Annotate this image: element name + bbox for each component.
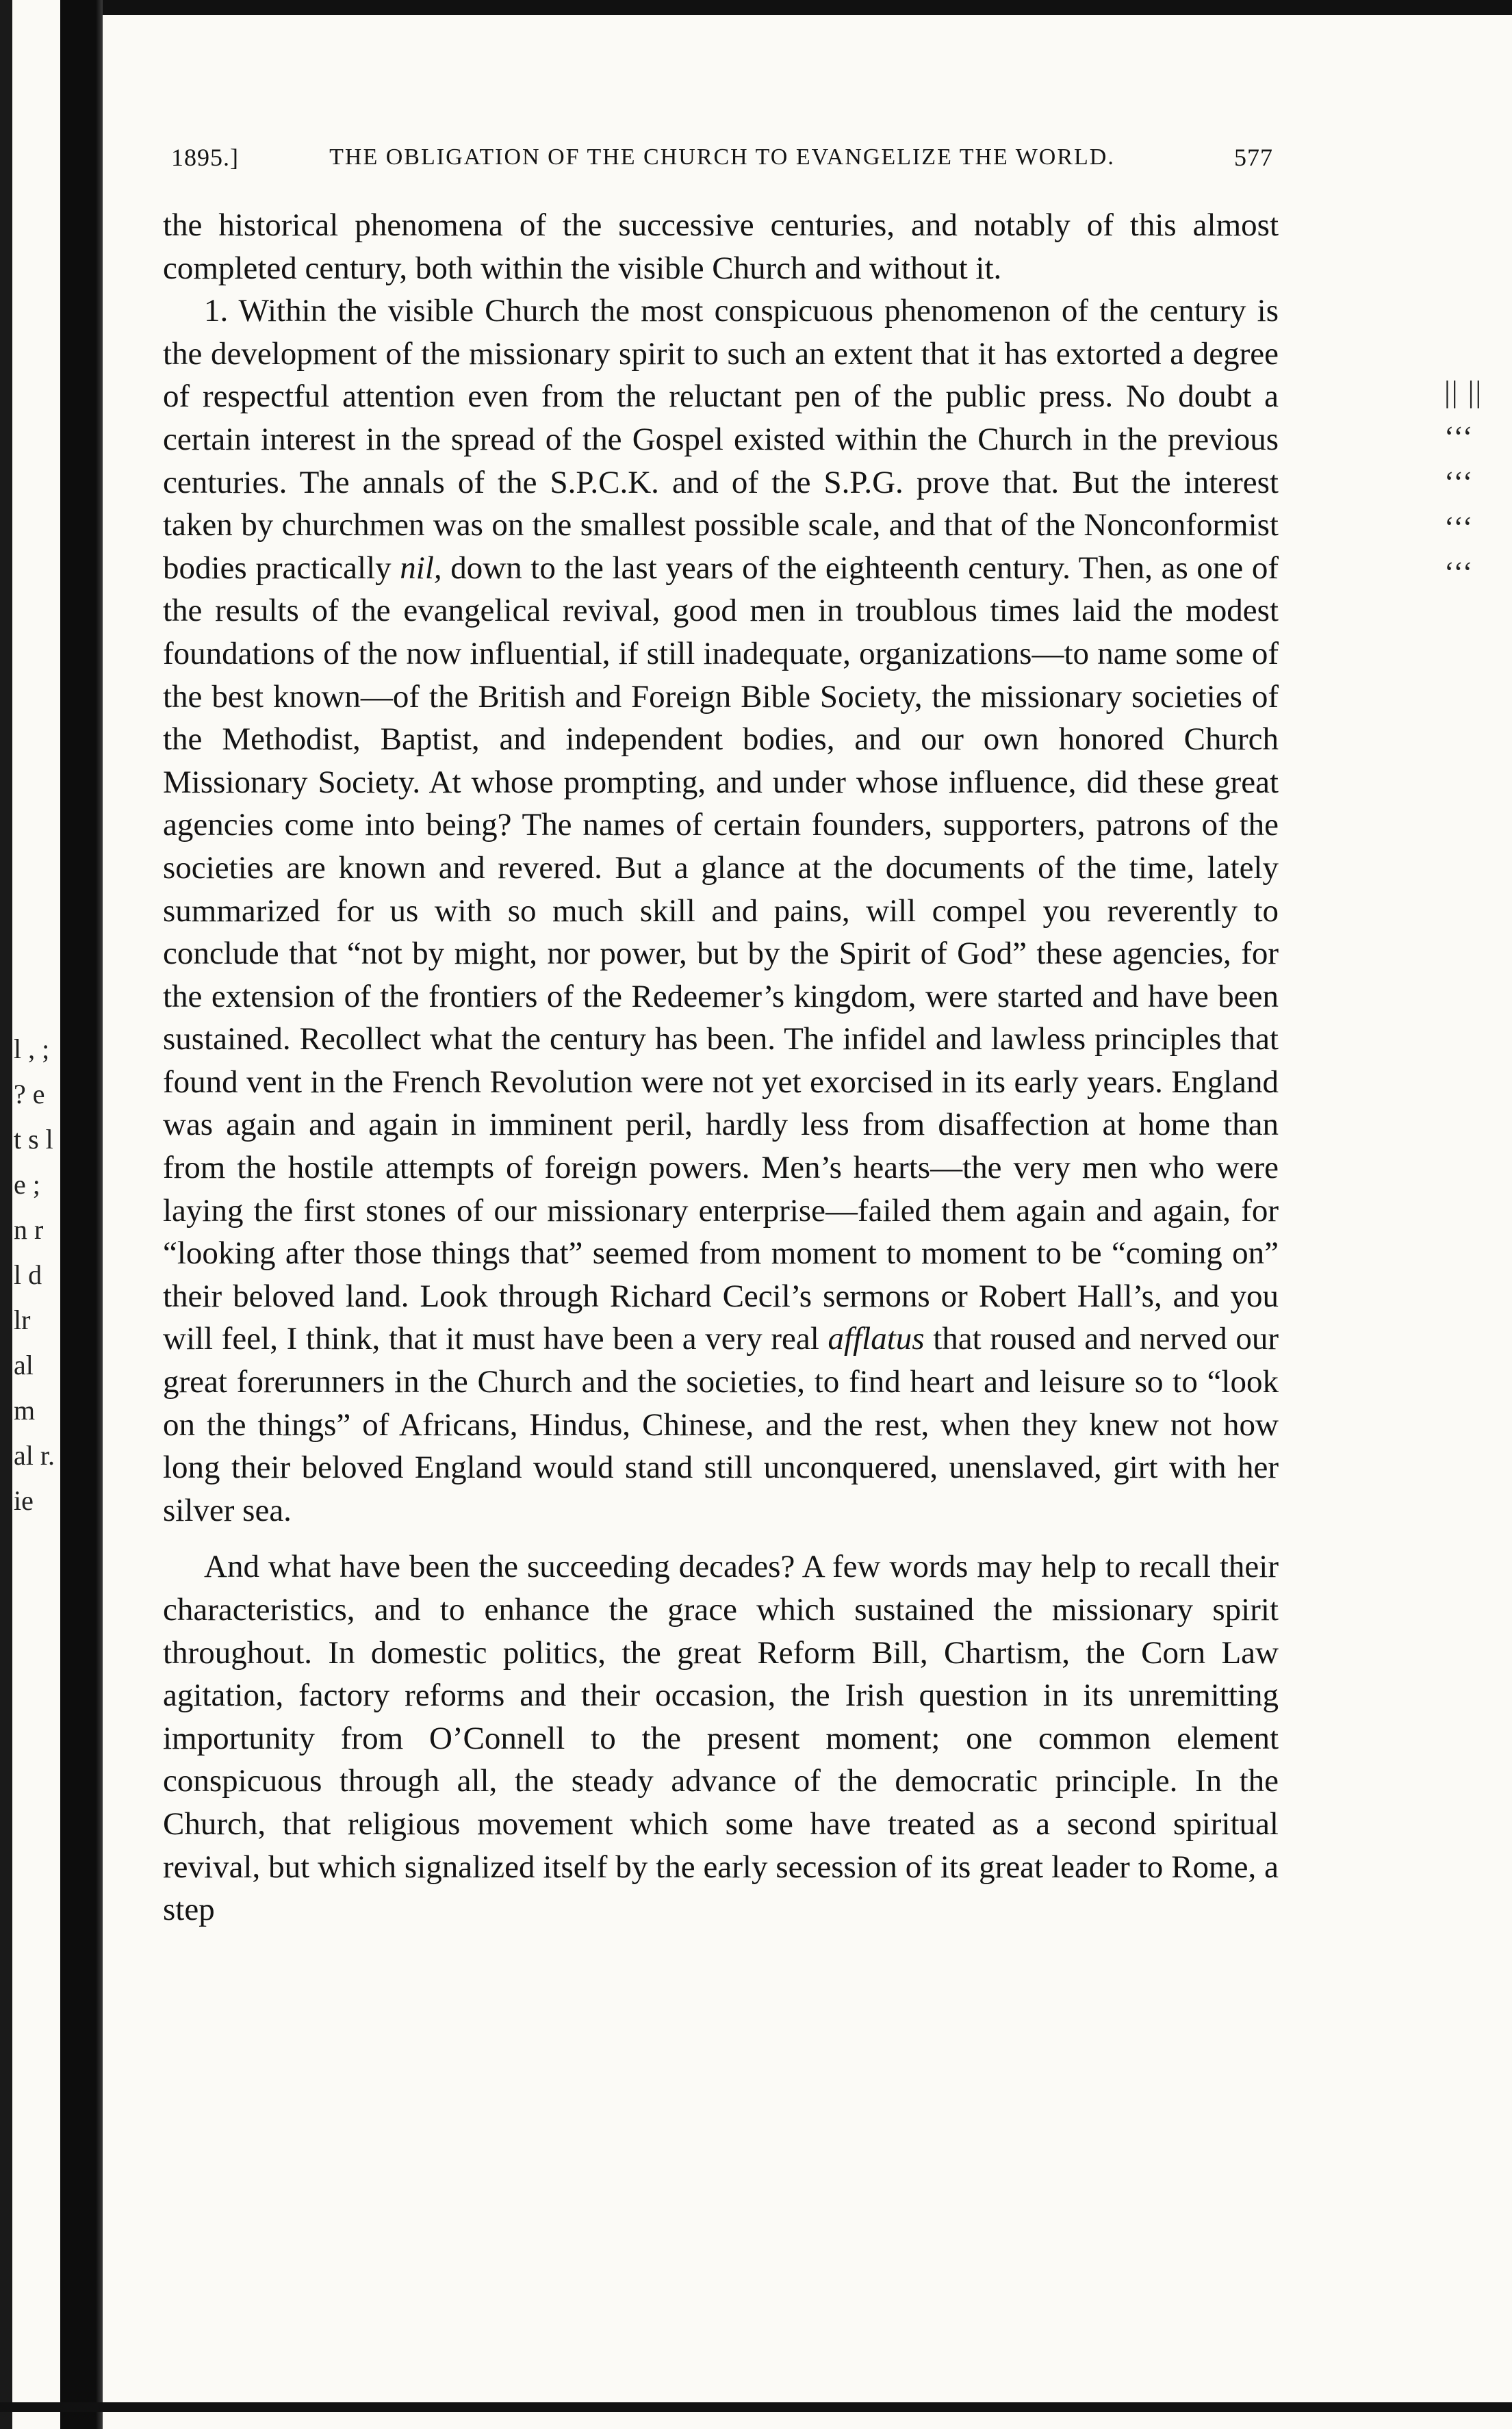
italic-term: afflatus [828, 1321, 925, 1357]
body-text [163, 204, 1279, 1931]
paragraph-text: the historical phenomena of the successive centuries, and notably of this almost completed century, both within the visible Church and without it. [163, 207, 1279, 286]
page-number: 577 [1234, 144, 1273, 171]
running-head [171, 137, 1273, 178]
paragraph-text-continued: that roused and nerved our great forerunners in the Church and the societies, to find heart and leisure so to “look on the things” of Africans, Hindus, Chinese, and the rest, when they knew not how long their beloved England would stand still unconquered, unenslaved, girt with her silver sea. [163, 1321, 1279, 1528]
running-head-title: THE OBLIGATION OF THE CHURCH TO EVANGELIZE THE WORLD. [329, 144, 1115, 170]
left-margin-marks: l , ; ? e t s l e ; n r l d lr al m al r. ie [14, 1033, 55, 1516]
paragraph-continued [163, 204, 1279, 290]
paragraph-numbered [163, 290, 1279, 1532]
paragraph-text-continued: down to the last years of the eighteenth century. Then, as one of the results of the evangelical revival, good men in troublous times laid the modest foundations of the now influential, if still inadequate, organizations—to name some of the best known—of the British and Foreign Bible Society, the missionary societies of the Methodist, Baptist, and independent bodies, and our own honored Church Missionary Society. At whose prompting, and under whose influence, did these great agencies come into being? The names of certain founders, supporters, patrons of the societies are known and revered. But a glance at the documents of the time, lately summarized for us with so much skill and pains, will compel you reverently to conclude that “not by might, nor power, but by the Spirit of God” these agencies, for the extension of the frontiers of the Redeemer’s kingdom, were started and have been sustained. Recollect what the century has been. The infidel and lawless principles that found vent in the French Revolution were not yet exorcised in its early years. England was again and again in imminent peril, hardly less from disaffection at home than from the hostile attempts of foreign powers. Men’s hearts—the very men who were laying the first stones of our missionary enterprise—failed them again and again, for “looking after those things that” seemed from moment to moment to be “coming on” their beloved land. Look through Richard Cecil’s sermons or Robert Hall’s, and you will feel, I think, that it must have been a very real [163, 550, 1279, 1357]
top-scan-edge [0, 0, 1512, 15]
paragraph-text: 1. Within the visible Church the most conspicuous phenomenon of the century is the development of the missionary spirit to such an extent that it has extorted a degree of respectful attention even from the reluctant pen of the public press. No doubt a certain interest in the spread of the Gospel existed within the Church in the previous centuries. The annals of the S.P.C.K. and of the S.P.G. prove that. But the interest taken by churchmen was on the smallest possible scale, and that of the Nonconformist bodies practically [163, 293, 1279, 586]
paragraph-text: And what have been the succeeding decades? A few words may help to recall their characteristics, and to enhance the grace which sustained the missionary spirit throughout. In domestic politics, the great Reform Bill, Chartism, the Corn Law agitation, factory reforms and their occasion, the Irish question in its unremitting importunity from O’Connell to the present moment; one common element conspicuous through all, the steady advance of the democratic principle. In the Church, that religious movement which some have treated as a second spiritual revival, but which signalized itself by the early secession of its great leader to Rome, a step [163, 1549, 1279, 1928]
bottom-scan-edge [0, 2402, 1512, 2412]
right-margin-marks: || || ‘‘‘ ‘‘‘ ‘‘‘ ‘‘‘ [1444, 375, 1483, 589]
italic-term: nil, [400, 550, 442, 586]
running-head-year: 1895.] [171, 144, 239, 171]
paragraph [163, 1545, 1279, 1931]
